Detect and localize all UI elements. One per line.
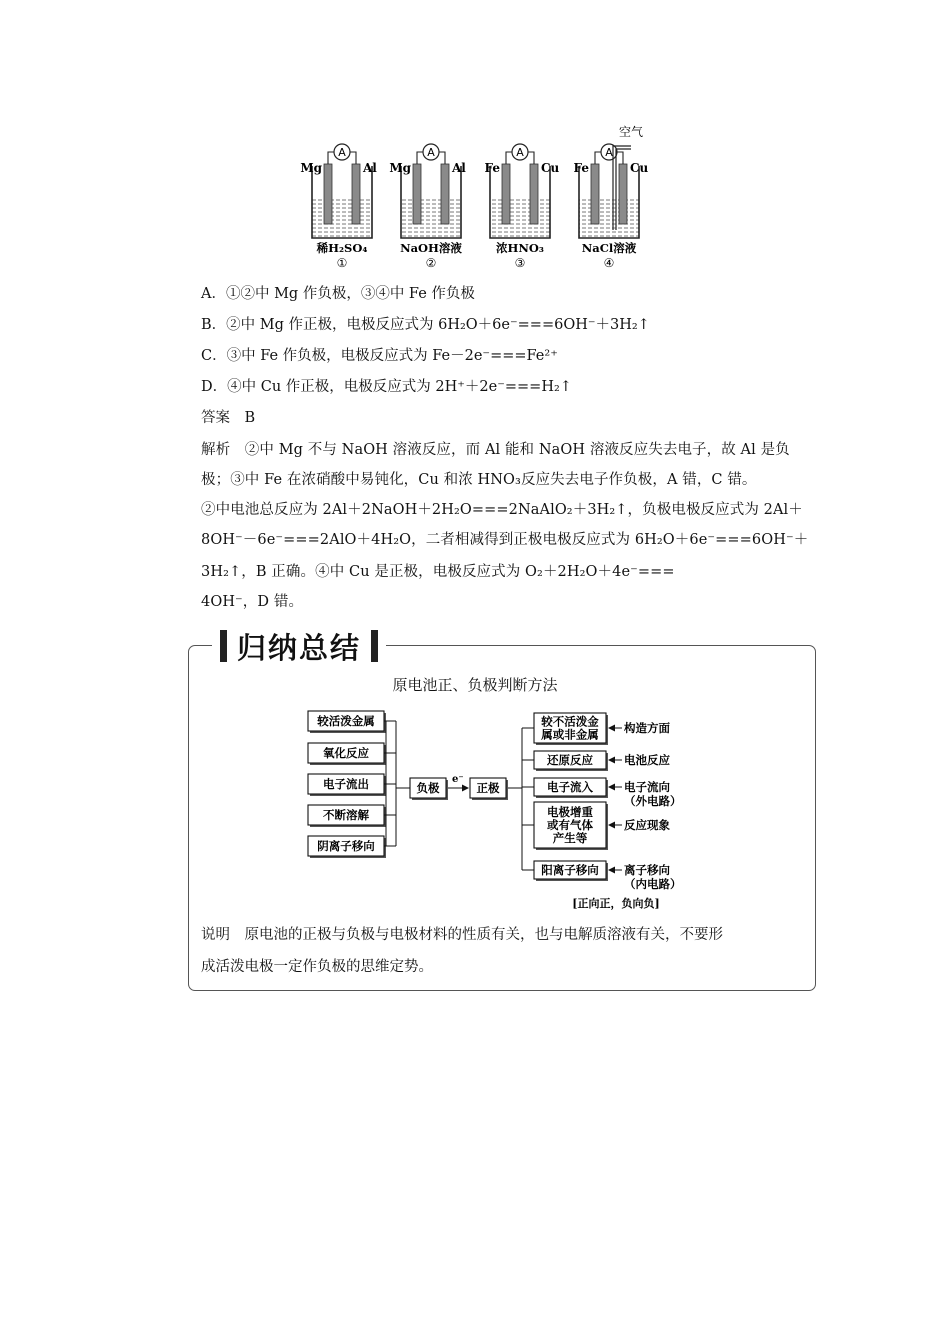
explanation-line: 4OH⁻，D 错。	[201, 594, 304, 610]
cell-2	[389, 144, 466, 268]
solution-label: NaOH溶液	[400, 241, 462, 255]
flow-box-text: 阴离子移向	[317, 839, 375, 853]
flow-right-label: 电子流向	[624, 780, 670, 794]
explanation-line: 3H₂↑，B 正确。④中 Cu 是正极，电极反应式为 O₂＋2H₂O＋4e⁻===	[201, 564, 675, 580]
flow-box-text: 正极	[476, 781, 500, 795]
flow-right-box	[534, 751, 608, 771]
flow-box-text: 不断溶解	[323, 808, 369, 822]
ammeter-label: A	[338, 146, 346, 159]
wire	[439, 152, 445, 164]
flow-box-text: 氧化反应	[323, 746, 369, 760]
cell-4	[574, 124, 649, 268]
header-bar-right	[371, 630, 378, 662]
ammeter-label: A	[605, 146, 613, 159]
option-b: B．②中 Mg 作正极，电极反应式为 6H₂O＋6e⁻===6OH⁻＋3H₂↑	[201, 317, 650, 333]
summary-header	[212, 627, 386, 665]
electron-label: e⁻	[452, 774, 464, 785]
option-d: D．④中 Cu 作正极，电极反应式为 2H⁺＋2e⁻===H₂↑	[201, 379, 572, 395]
explanation-line: 解析 ②中 Mg 不与 NaOH 溶液反应，而 Al 能和 NaOH 溶液反应失去电子，故 Al 是负	[201, 442, 790, 458]
note-line: 说明 原电池的正极与负极与电极材料的性质有关，也与电解质溶液有关，不要形	[201, 927, 723, 943]
flow-right-label: 离子移向	[624, 863, 670, 877]
explanation-line: ②中电池总反应为 2Al＋2NaOH＋2H₂O===2NaAlO₂＋3H₂↑，负极电极反应式为 2Al＋	[201, 502, 803, 518]
ammeter-label: A	[516, 146, 524, 159]
flow-right-label: 构造方面	[624, 721, 670, 735]
cell-3	[485, 144, 560, 268]
flow-left-box	[308, 805, 386, 827]
flow-box-text: 较不活泼金	[541, 714, 599, 729]
electrode-right	[619, 164, 627, 224]
header-bar-left	[220, 630, 227, 662]
electrode-label-right: Cu	[541, 161, 560, 175]
flow-right-label: 反应现象	[624, 818, 670, 832]
solution-label: NaCl溶液	[581, 241, 637, 255]
flow-left-box	[308, 836, 386, 858]
positive-box	[470, 778, 508, 800]
flow-box-text: 电子流出	[323, 777, 369, 791]
flow-box-text: 产生等	[552, 831, 588, 845]
electrode-label-right: Al	[363, 161, 377, 175]
electrode-label-left: Fe	[484, 161, 500, 175]
flow-box-text: 阳离子移向	[541, 863, 599, 877]
electrode-label-left: Mg	[389, 161, 411, 175]
flow-box-text: 还原反应	[547, 753, 593, 767]
wire	[528, 152, 534, 164]
method-title: 原电池正、负极判断方法	[392, 676, 558, 694]
cell-1	[300, 144, 377, 268]
wire	[350, 152, 356, 164]
wire	[417, 152, 423, 164]
wire	[328, 152, 334, 164]
flow-left-box	[308, 743, 386, 765]
electrode-label-right: Cu	[630, 161, 649, 175]
flow-right-box	[534, 778, 608, 798]
wire	[617, 152, 623, 164]
cell-number: ②	[425, 256, 437, 268]
negative-box	[410, 778, 448, 800]
flow-box-text: 负极	[416, 781, 440, 795]
electrode-right	[352, 164, 360, 224]
electrode-left	[324, 164, 332, 224]
electrode-label-left: Fe	[573, 161, 589, 175]
electrolyte	[401, 198, 461, 238]
option-c: C．③中 Fe 作负极，电极反应式为 Fe－2e⁻===Fe²⁺	[201, 348, 558, 364]
ammeter-label: A	[427, 146, 435, 159]
air-label: 空气	[619, 125, 644, 139]
option-a: A．①②中 Mg 作负极，③④中 Fe 作负极	[201, 286, 475, 302]
electrode-left	[502, 164, 510, 224]
cell-number: ①	[336, 256, 348, 268]
electrode-label-right: Al	[452, 161, 466, 175]
flow-box-text: 较活泼金属	[317, 714, 375, 728]
flow-right-label: （内电路）	[624, 877, 682, 891]
flow-right-label: （外电路）	[624, 794, 682, 808]
electrolyte	[490, 198, 550, 238]
electrolyte	[312, 198, 372, 238]
flow-box-text: 电子流入	[547, 780, 593, 794]
flow-right-box	[534, 713, 608, 745]
electrode-right	[530, 164, 538, 224]
rule-label: [正向正，负向负]	[572, 897, 660, 910]
cell-number: ④	[603, 256, 615, 268]
wire	[506, 152, 512, 164]
explanation-line: 8OH⁻－6e⁻===2AlO＋4H₂O，二者相减得到正极电极反应式为 6H₂O＋6e⁻===6OH⁻＋	[201, 532, 809, 548]
flow-diagram	[300, 708, 700, 913]
cell-diagrams	[300, 118, 680, 268]
flow-right-box	[534, 802, 608, 850]
flow-box-text: 或有气体	[547, 818, 593, 832]
cell-number: ③	[514, 256, 526, 268]
flow-left-box	[308, 711, 386, 733]
electrode-left	[591, 164, 599, 224]
solution-label: 浓HNO₃	[496, 241, 544, 255]
electrode-left	[413, 164, 421, 224]
note-line: 成活泼电极一定作负极的思维定势。	[201, 959, 433, 975]
flow-left-box	[308, 774, 386, 796]
flow-right-box	[534, 861, 608, 881]
answer: 答案 B	[201, 410, 256, 426]
flow-box-text: 电极增重	[547, 805, 593, 819]
flow-right-label: 电池反应	[624, 753, 670, 767]
wire	[595, 152, 601, 164]
electrode-label-left: Mg	[300, 161, 322, 175]
flow-box-text: 属或非金属	[541, 727, 599, 742]
summary-title: 归纳总结	[237, 630, 362, 665]
electrolyte	[579, 198, 639, 238]
explanation-line: 极；③中 Fe 在浓硝酸中易钝化，Cu 和浓 HNO₃反应失去电子作负极，A 错，C 错。	[201, 472, 757, 488]
solution-label: 稀H₂SO₄	[316, 241, 368, 255]
electrode-right	[441, 164, 449, 224]
